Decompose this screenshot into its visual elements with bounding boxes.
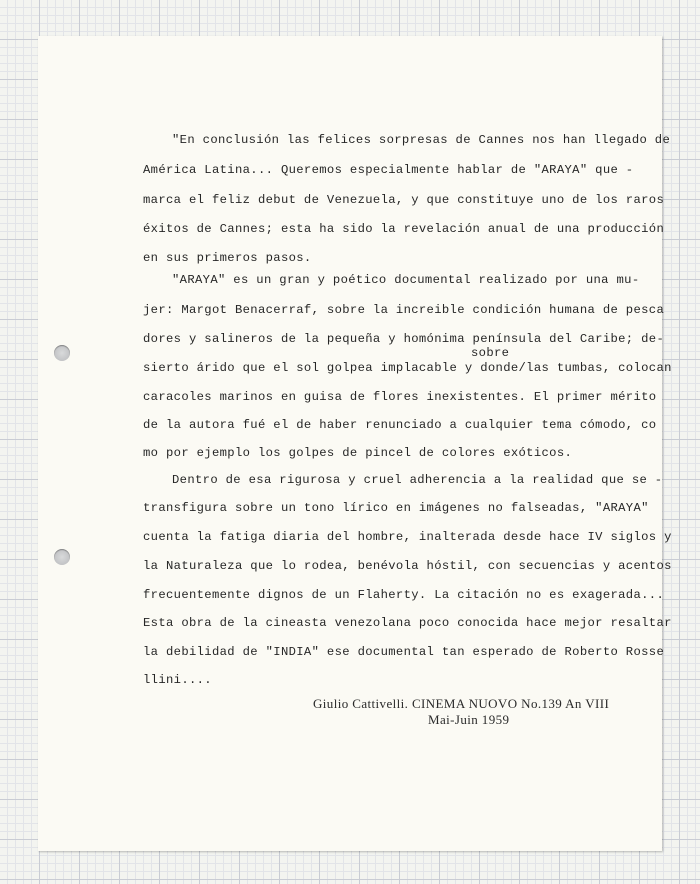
signature-date: Mai-Juin 1959 — [428, 712, 510, 727]
text-line: marca el feliz debut de Venezuela, y que constituye uno de los raros — [143, 193, 665, 207]
text-line: caracoles marinos en guisa de flores inexistentes. El primer mérito — [143, 390, 657, 404]
text-line: mo por ejemplo los golpes de pincel de colores exóticos. — [143, 446, 573, 460]
text-line: transfigura sobre un tono lírico en imágenes no falseadas, "ARAYA" — [143, 501, 649, 515]
text-line: en sus primeros pasos. — [143, 251, 312, 265]
interlinear-insertion: sobre — [471, 346, 510, 360]
text-line: frecuentemente dignos de un Flaherty. La citación no es exagerada... — [143, 588, 665, 602]
text-line: la Naturaleza que lo rodea, benévola hóstil, con secuencias y acentos — [143, 559, 672, 573]
text-line: de la autora fué el de haber renunciado a cualquier tema cómodo, co — [143, 418, 657, 432]
text-line: América Latina... Queremos especialmente hablar de "ARAYA" que - — [143, 163, 634, 177]
text-line: la debilidad de "INDIA" ese documental tan esperado de Roberto Rosse — [143, 645, 665, 659]
text-line: llini.... — [143, 673, 212, 687]
text-line: jer: Margot Benacerraf, sobre la increible condición humana de pesca — [143, 303, 665, 317]
text-line: éxitos de Cannes; esta ha sido la revelación anual de una producción — [143, 222, 665, 236]
signature-attribution: Giulio Cattivelli. CINEMA NUOVO No.139 An VIII — [313, 696, 610, 711]
text-line: "ARAYA" es un gran y poético documental realizado por una mu- — [172, 273, 640, 287]
text-line: dores y salineros de la pequeña y homónima península del Caribe; de- — [143, 332, 665, 346]
text-line: Esta obra de la cineasta venezolana poco conocida hace mejor resaltar — [143, 616, 672, 630]
text-line: cuenta la fatiga diaria del hombre, inalterada desde hace IV siglos y — [143, 530, 672, 544]
text-line: "En conclusión las felices sorpresas de Cannes nos han llegado de — [172, 133, 671, 147]
text-line: sierto árido que el sol golpea implacable y donde/las tumbas, colocan — [143, 361, 672, 375]
text-line: Dentro de esa rigurosa y cruel adherencia a la realidad que se - — [172, 473, 663, 487]
